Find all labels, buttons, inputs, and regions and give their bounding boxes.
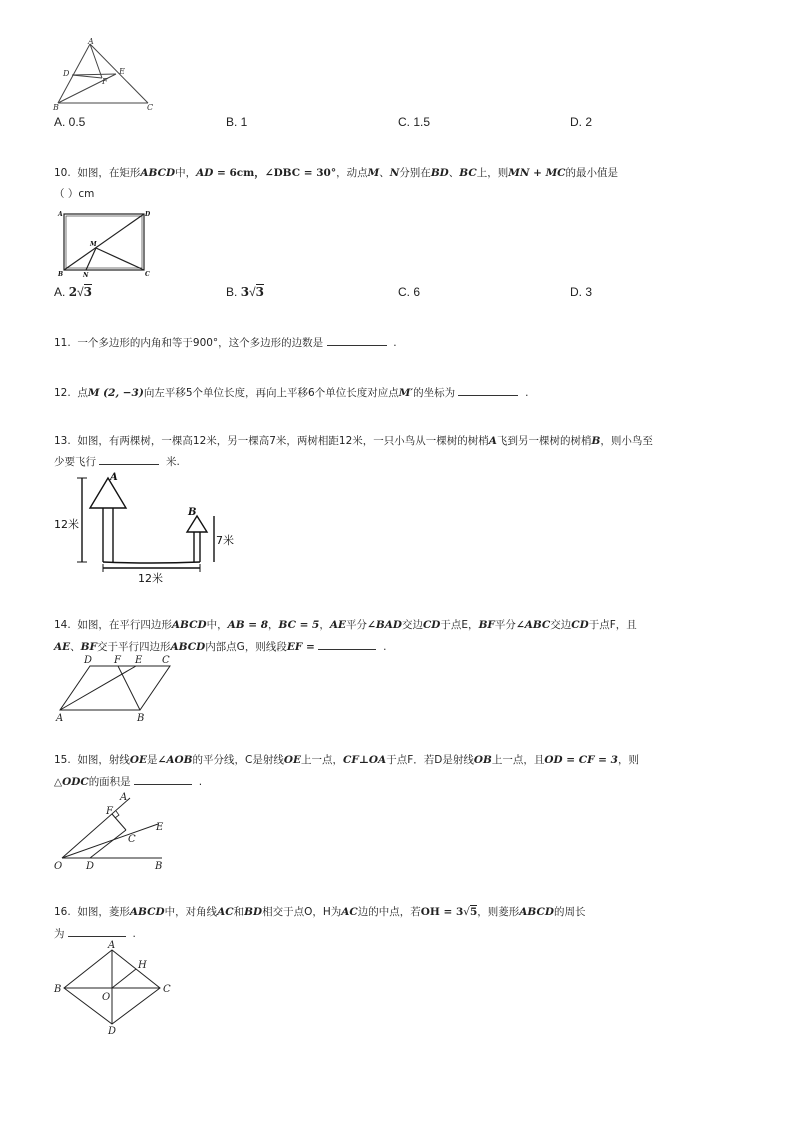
q16-label-a: A bbox=[108, 940, 116, 951]
q14-parallelogram-figure bbox=[54, 652, 184, 724]
q14-answer-blank[interactable] bbox=[318, 638, 376, 650]
q9-label-e: E bbox=[119, 67, 125, 76]
q15-label-c: C bbox=[128, 834, 136, 845]
q14-label-b: B bbox=[137, 713, 145, 724]
q9-option-d[interactable]: D. 2 bbox=[570, 115, 593, 129]
q10-label-a: A bbox=[58, 211, 63, 218]
q13-label-b: B bbox=[188, 507, 197, 518]
q9-label-f: F bbox=[102, 77, 108, 86]
q16-answer-blank[interactable] bbox=[68, 925, 126, 937]
q9-option-c[interactable]: C. 1.5 bbox=[398, 115, 431, 129]
q14-label-c: C bbox=[162, 655, 170, 666]
q16-rhombus-figure bbox=[52, 940, 182, 1037]
q13-answer-blank[interactable] bbox=[99, 453, 159, 465]
q9-option-b[interactable]: B. 1 bbox=[226, 115, 248, 129]
q16-label-d: D bbox=[108, 1026, 117, 1037]
q14-stem-line2: AE、BF交于平行四边形ABCD内部点G，则线段EF = . bbox=[54, 638, 386, 655]
q16-label-c: C bbox=[163, 984, 171, 995]
q14-label-e: E bbox=[135, 655, 143, 666]
q15-angle-figure bbox=[50, 788, 180, 874]
q15-label-d: D bbox=[86, 861, 95, 872]
q14-label-f: F bbox=[114, 655, 121, 666]
q10-rectangle-figure bbox=[56, 208, 152, 278]
q13-distance-label: 12米 bbox=[138, 572, 163, 585]
q10-label-n: N bbox=[83, 272, 89, 279]
q10-option-a[interactable]: A. 2√3 bbox=[54, 285, 92, 299]
q15-label-a: A bbox=[120, 792, 128, 803]
q15-answer-blank[interactable] bbox=[134, 773, 192, 785]
q10-option-d[interactable]: D. 3 bbox=[570, 285, 593, 299]
q10-label-c: C bbox=[145, 271, 150, 278]
q9-label-d: D bbox=[63, 69, 70, 78]
q15-label-e: E bbox=[156, 822, 164, 833]
q10-label-b: B bbox=[58, 271, 64, 278]
q10-stem: 10. 如图，在矩形ABCD中，AD = 6cm，∠DBC = 30°，动点M、N分别在BD、BC上，则MN + MC的最小值是 bbox=[54, 167, 619, 179]
q13-height-b-label: 7米 bbox=[216, 534, 234, 547]
q16-label-b: B bbox=[54, 984, 62, 995]
q10-option-c[interactable]: C. 6 bbox=[398, 285, 421, 299]
q10-stem-line2: （ ）cm bbox=[54, 188, 95, 200]
q15-label-f: F bbox=[106, 806, 113, 817]
q9-triangle-figure bbox=[50, 38, 160, 112]
q16-stem-line2: 为 . bbox=[54, 925, 136, 942]
q13-label-a: A bbox=[110, 472, 118, 483]
q10-label-m: M bbox=[90, 241, 97, 248]
q13-trees-figure bbox=[52, 470, 242, 586]
q14-label-d: D bbox=[84, 655, 93, 666]
q13-height-a-label: 12米 bbox=[54, 518, 79, 531]
q16-label-h: H bbox=[138, 960, 147, 971]
q16-stem: 16. 如图，菱形ABCD中，对角线AC和BD相交于点O，H为AC边的中点，若OH = 3√5，则菱形ABCD的周长 bbox=[54, 906, 586, 918]
q15-stem-line2: △ODC的面积是 . bbox=[54, 773, 202, 790]
q14-stem: 14. 如图，在平行四边形ABCD中，AB = 8，BC = 5，AE平分∠BAD交边CD于点E，BF平分∠ABC交边CD于点F，且 bbox=[54, 619, 637, 631]
q13-stem-line2: 少要飞行 米. bbox=[54, 453, 180, 470]
q12-stem: 12. 点M (2, −3)向左平移5个单位长度，再向上平移6个单位长度对应点M′的坐标为 . bbox=[54, 384, 528, 401]
q11-answer-blank[interactable] bbox=[327, 334, 387, 346]
q10-label-d: D bbox=[145, 211, 151, 218]
q15-label-o: O bbox=[54, 861, 63, 872]
q12-answer-blank[interactable] bbox=[458, 384, 518, 396]
q9-option-a[interactable]: A. 0.5 bbox=[54, 115, 86, 129]
q10-option-b[interactable]: B. 3√3 bbox=[226, 285, 264, 299]
q9-label-b: B bbox=[53, 103, 59, 112]
q9-label-c: C bbox=[147, 103, 154, 112]
q16-label-o: O bbox=[102, 992, 111, 1003]
q14-label-a: A bbox=[56, 713, 64, 724]
q15-stem: 15. 如图，射线OE是∠AOB的平分线，C是射线OE上一点，CF⊥OA于点F．若D是射线OB上一点，且OD = CF = 3，则 bbox=[54, 754, 639, 766]
q15-label-b: B bbox=[155, 861, 163, 872]
q9-label-a: A bbox=[88, 37, 94, 46]
q11-stem: 11. 一个多边形的内角和等于900°，这个多边形的边数是 . bbox=[54, 334, 397, 351]
q13-stem: 13. 如图，有两棵树，一棵高12米，另一棵高7米，两树相距12米，一只小鸟从一棵树的树梢A飞到另一棵树的树梢B，则小鸟至 bbox=[54, 435, 653, 447]
